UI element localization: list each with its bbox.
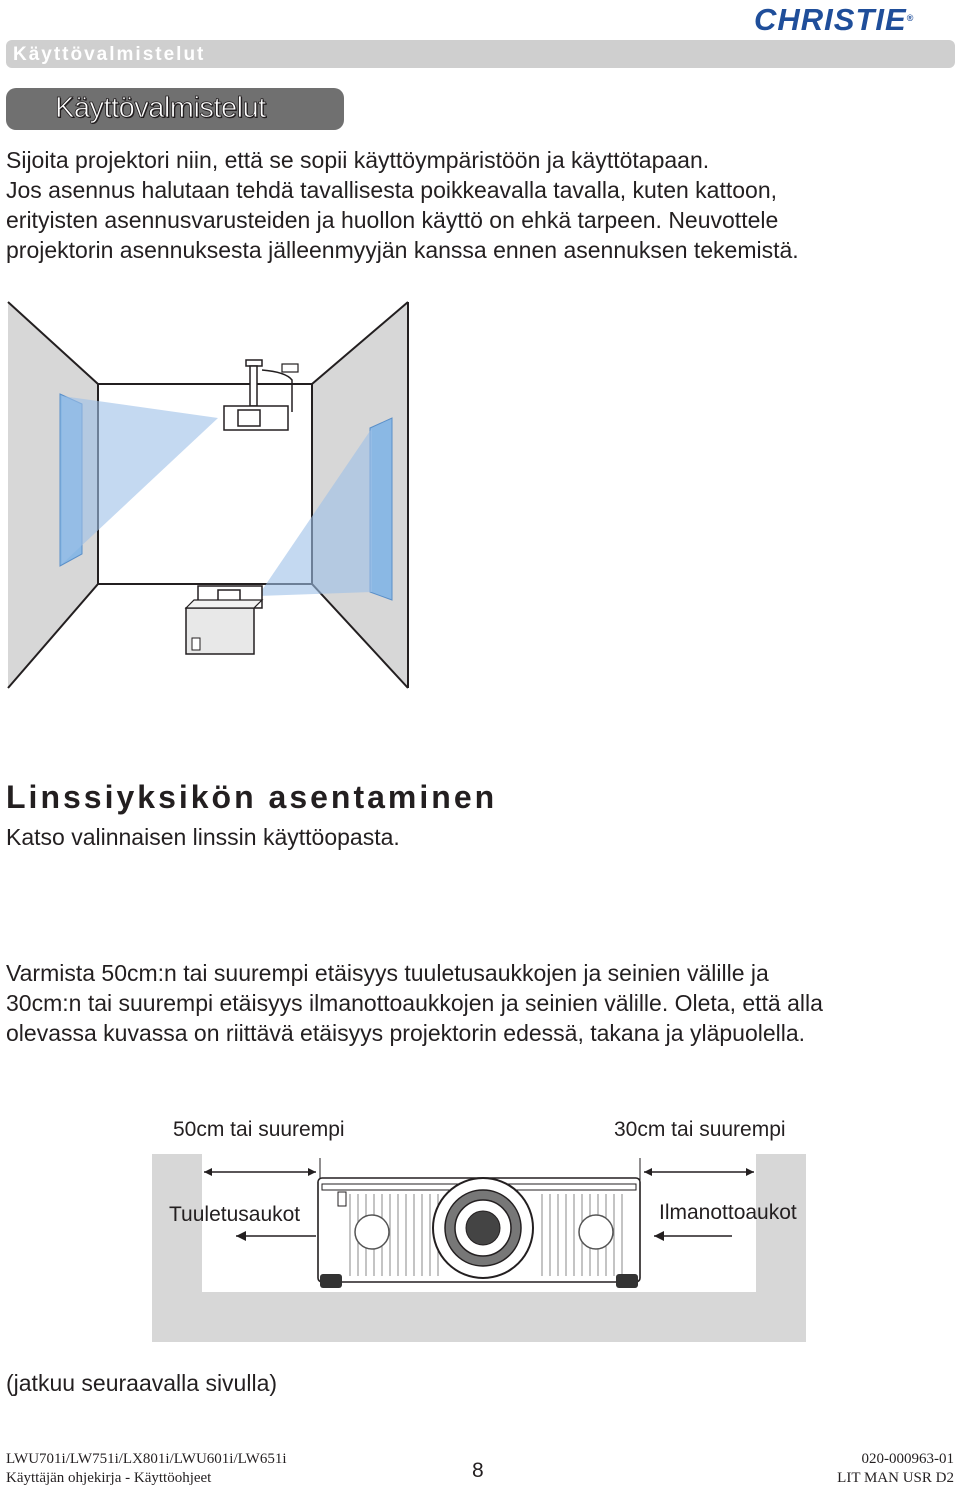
footer-lit-man: LIT MAN USR D2 [837, 1470, 954, 1486]
intro-line: erityisten asennusvarusteiden ja huollon käyttö on ehkä tarpeen. Neuvottele [6, 207, 779, 233]
right-foot [616, 1274, 638, 1288]
page-number: 8 [472, 1459, 484, 1482]
intake-arrow-head [654, 1231, 664, 1241]
registered-mark: ® [906, 13, 915, 23]
ceiling-outlet [282, 364, 298, 372]
left-distance-label: 50cm tai suurempi [173, 1118, 345, 1141]
section-title: Käyttövalmistelut [55, 92, 266, 124]
room-installation-diagram [6, 300, 411, 692]
right-fan-grille [579, 1215, 613, 1249]
intake-vents-label: Ilmanottoaukot [659, 1201, 797, 1224]
left-fan-grille [355, 1215, 389, 1249]
left-arrow-head-right [308, 1168, 316, 1176]
indicator-panel [338, 1192, 346, 1206]
footer-model-list: LWU701i/LW751i/LX801i/LWU601i/LW651i [6, 1451, 287, 1467]
right-screen [370, 418, 392, 600]
intro-line: Sijoita projektori niin, että se sopii käyttöympäristöön ja käyttötapaan. [6, 147, 710, 173]
clearance-paragraph [6, 958, 823, 1048]
intro-paragraph [6, 145, 799, 265]
clearance-line: Varmista 50cm:n tai suurempi etäisyys tuuletusaukkojen ja seinien välille ja [6, 960, 769, 986]
continued-note: (jatkuu seuraavalla sivulla) [6, 1370, 278, 1396]
clearance-line: olevassa kuvassa on riittävä etäisyys projektorin edessä, takana ja yläpuolella. [6, 1020, 806, 1046]
lens-glass [466, 1211, 500, 1245]
left-arrow-head-left [204, 1168, 212, 1176]
table-top [186, 600, 262, 608]
christie-logo [754, 4, 914, 36]
right-distance-label: 30cm tai suurempi [614, 1118, 786, 1141]
intro-line: projektorin asennuksesta jälleenmyyjän kanssa ennen asennuksen tekemistä. [6, 237, 799, 263]
exhaust-arrow-head [236, 1231, 246, 1241]
ceiling-projector-lens [238, 410, 260, 426]
ceiling-mount-plate [246, 360, 262, 366]
ceiling-projector-beam [62, 396, 218, 564]
footer-doc-number: 020-000963-01 [861, 1451, 954, 1467]
header-title: Käyttövalmistelut [13, 44, 206, 65]
clearance-line: 30cm:n tai suurempi etäisyys ilmanottoaukkojen ja seinien välille. Oleta, että alla [6, 990, 823, 1016]
right-arrow-head-right [746, 1168, 754, 1176]
clearance-diagram [150, 1110, 810, 1344]
left-foot [320, 1274, 342, 1288]
ceiling-mount-pole [250, 366, 257, 406]
right-arrow-head-left [644, 1168, 652, 1176]
lens-instruction: Katso valinnaisen linssin käyttöopasta. [6, 824, 400, 850]
table-outlet [192, 638, 200, 650]
logo-text: CHRISTIE [754, 2, 907, 37]
footer-manual-title: Käyttäjän ohjekirja - Käyttöohjeet [6, 1470, 212, 1486]
lens-section-heading: Linssiyksikön asentaminen [6, 779, 498, 815]
intro-line: Jos asennus halutaan tehdä tavallisesta poikkeavalla tavalla, kuten kattoon, [6, 177, 778, 203]
exhaust-vents-label: Tuuletusaukot [169, 1203, 301, 1226]
